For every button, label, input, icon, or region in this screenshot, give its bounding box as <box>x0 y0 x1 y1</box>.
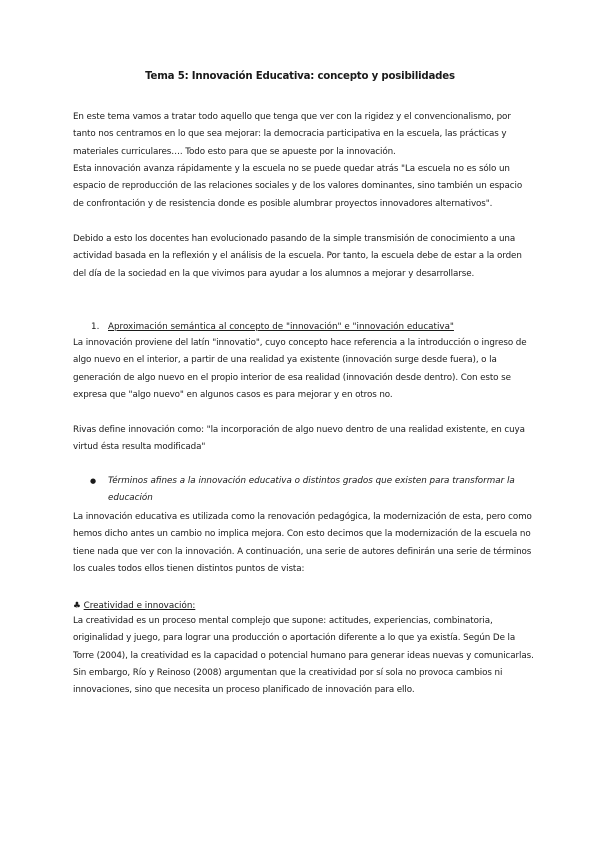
section-1-heading <box>91 319 454 336</box>
creativity-paragraph: La creatividad es un proceso mental complejo que supone: actitudes, experiencias, combinatoria, originalidad y juego, para lograr una producción o aportación diferente a lo que ya existía. Según De la Torre (2004), la creatividad es la capacidad o potencial humano para generar ideas nuevas y comunicarlas. Sin embargo, Río y Reinoso (2008) argumentan que la creatividad por sí sola no provoca cambios ni innovaciones, sino que necesita un proceso planificado de innovación para ello. <box>73 616 534 696</box>
clubs-icon: ♣ <box>73 601 81 611</box>
intro-paragraph-2: Esta innovación avanza rápidamente y la escuela no se puede quedar atrás "La escuela no es sólo un espacio de reproducción de las relaciones sociales y de los valores dominantes, sino también un espacio de confrontación y de resistencia donde es posible alumbrar proyectos innovadores alternativos". <box>73 164 523 209</box>
intro-paragraph-3: Debido a esto los docentes han evolucionado pasando de la simple transmisión de conocimiento a una actividad basada en la reflexión y el análisis de la escuela. Por tanto, la escuela debe de estar a la orden del día de la sociedad en la que vivimos para ayudar a los alumnos a mejorar y desarrollarse. <box>73 234 522 279</box>
bullet-dot-icon: ● <box>90 477 97 485</box>
section-1-paragraph-1: La innovación proviene del latín "innovatio", cuyo concepto hace referencia a la introducción o ingreso de algo nuevo en el interior, a partir de una realidad ya existente (innovación surge desde fuera), o la generación de algo nuevo en el propio interior de esa realidad (innovación desde dentro). Con esto se expresa que "algo nuevo" en algunos casos es para mejorar y en otros no. <box>73 338 527 400</box>
intro-paragraph-1: En este tema vamos a tratar todo aquello que tenga que ver con la rigidez y el convencionalismo, por tanto nos centramos en lo que sea mejorar: la democracia participativa en la escuela, las prácticas y materiales curriculares…. Todo esto para que se apueste por la innovación. <box>73 112 511 157</box>
bullet-item-text: Términos afines a la innovación educativa o distintos grados que existen para transformar la educación <box>108 476 515 504</box>
bullet-item <box>90 473 540 508</box>
bullet-paragraph: La innovación educativa es utilizada como la renovación pedagógica, la modernización de esta, pero como hemos dicho antes un cambio no implica mejora. Con esto decimos que la modernización de la escuela no tiene nada que ver con la innovación. A continuación, una serie de autores definirán una serie de términos los cuales todos ellos tienen distintos puntos de vista: <box>73 512 532 574</box>
section-1-number: 1. <box>91 322 100 332</box>
section-1-heading-text: Aproximación semántica al concepto de "innovación" e "innovación educativa" <box>108 322 454 332</box>
creativity-heading-text: Creatividad e innovación: <box>83 601 196 611</box>
section-1-paragraph-2: Rivas define innovación como: "la incorporación de algo nuevo dentro de una realidad existente, en cuya virtud ésta resulta modificada" <box>73 425 525 453</box>
page-title: Tema 5: Innovación Educativa: concepto y posibilidades <box>145 71 455 82</box>
